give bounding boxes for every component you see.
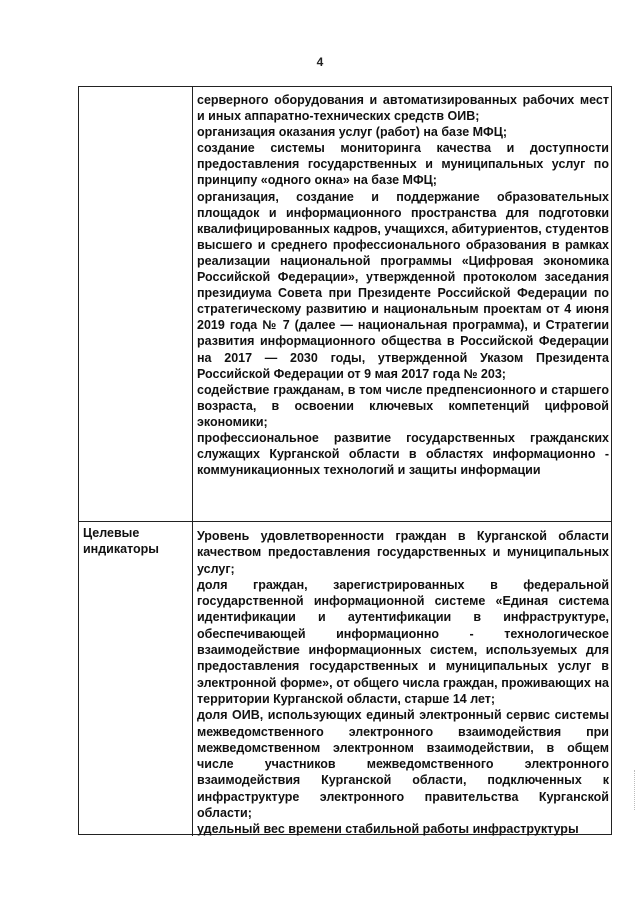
table-row: [79, 521, 611, 836]
column-divider: [192, 521, 193, 836]
page-number: 4: [316, 55, 324, 69]
table-row: [79, 87, 611, 522]
row-content: серверного оборудования и автоматизированных рабочих мест и иных аппаратно-технических средств ОИВ; организация оказания услуг (работ) на базе МФЦ; создание системы мониторинга качества и доступности предоставления государственных и муниципальных услуг по принципу «одного окна» на базе МФЦ; организация, создание и поддержание образовательных площадок и информационного пространства для подготовки квалифицированных кадров, учащихся, абитуриентов, студентов высшего и среднего профессионального образования в рамках реализации национальной программы «Цифровая экономика Российской Федерации», утвержденной протоколом заседания президиума Совета при Президенте Российской Федерации по стратегическому развитию и национальным проектам от 4 июня 2019 года № 7 (далее — национальная программа), и Стратегии развития информационного общества в Российской Федерации на 2017 — 2030 годы, утвержденной Указом Президента Российской Федерации от 9 мая 2017 года № 203; содействие гражданам, в том числе предпенсионного и старшего возраста, в освоении ключевых компетенций цифровой экономики; профессиональное развитие государственных гражданских служащих Курганской области в областях информационно - коммуникационных технологий и защиты информации: [197, 93, 609, 478]
row-content: Уровень удовлетворенности граждан в Курганской области качеством предоставления государственных и муниципальных услуг; доля граждан, зарегистрированных в федеральной государственной информационной системе «Единая система идентификации и аутентификации в инфраструктуре, обеспечивающей информационно - технологическое взаимодействие информационных систем, используемых для предоставления государственных и муниципальных услуг в электронной форме», от общего числа граждан, проживающих на территории Курганской области, старше 14 лет; доля ОИВ, использующих единый электронный сервис системы межведомственного электронного взаимодействия при межведомственном электронном взаимодействии, в общем числе участников межведомственного электронного взаимодействия Курганской области, подключенных к инфраструктуре электронного правительства Курганской области; удельный вес времени стабильной работы инфраструктуры: [197, 529, 609, 837]
column-divider: [192, 87, 193, 521]
row-label: Целевые индикаторы: [83, 526, 159, 556]
scan-margin-mark: [634, 770, 636, 810]
program-table: [78, 86, 612, 835]
